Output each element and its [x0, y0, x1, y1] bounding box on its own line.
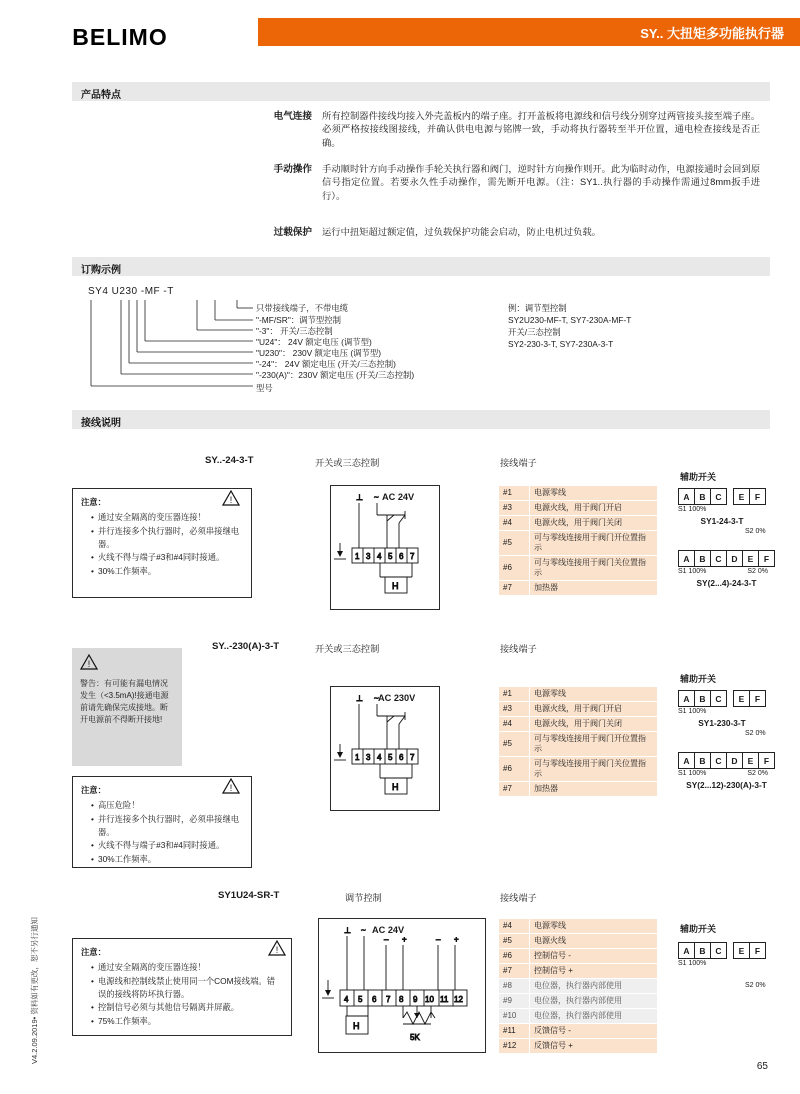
- svg-text:7: 7: [410, 552, 415, 561]
- svg-text:+: +: [402, 935, 407, 944]
- svg-text:!: !: [275, 945, 279, 955]
- block2-note-item-1: • 并行连接多个执行器时，必须串接继电器。: [91, 813, 243, 839]
- block3-note: [72, 938, 292, 1036]
- block3-term-num-1: #5: [499, 934, 530, 949]
- svg-text:4: 4: [344, 995, 349, 1004]
- svg-text:7: 7: [386, 995, 391, 1004]
- block1-aux-title: 辅助开关: [680, 472, 717, 482]
- block2-term-label-1: 电源火线，用于阀门开启: [530, 702, 658, 717]
- svg-text:H: H: [392, 782, 399, 792]
- block3-term-label-7: 反馈信号 -: [530, 1024, 658, 1039]
- aux-cell-b: B: [694, 690, 710, 707]
- aux-cell-a: A: [678, 752, 694, 769]
- svg-text:10: 10: [425, 995, 434, 1004]
- svg-text:3: 3: [366, 753, 371, 762]
- block1-note-title: 注意：: [81, 497, 106, 507]
- svg-text:11: 11: [440, 995, 449, 1004]
- aux-cell-e: E: [733, 942, 749, 959]
- ordering-item-6: "-230(A)"：230V 额定电压 (开关/三态控制): [256, 370, 415, 380]
- block2-terminal-table: [498, 686, 658, 797]
- header-title-code: SY..: [640, 26, 664, 41]
- block2-aux-1: [678, 752, 775, 790]
- block1-term-label-0: 电源零线: [530, 486, 658, 501]
- block2-note-item-0: • 高压危险！: [91, 799, 243, 812]
- svg-text:9: 9: [413, 995, 418, 1004]
- svg-text:–: –: [436, 935, 441, 944]
- svg-text:5: 5: [358, 995, 363, 1004]
- block1-terminal-title: 接线端子: [500, 458, 537, 468]
- block3-terminal-title: 接线端子: [500, 893, 537, 903]
- aux-cell-b: B: [694, 752, 710, 769]
- table-row: [499, 732, 658, 757]
- block3-term-num-2: #6: [499, 949, 530, 964]
- table-row: [499, 782, 658, 797]
- svg-text:5K: 5K: [410, 1033, 420, 1042]
- ordering-item-7: 型号: [256, 383, 273, 393]
- aux-cell-e: E: [733, 488, 749, 505]
- svg-text:~: ~: [374, 493, 379, 502]
- svg-text:⊥: ⊥: [356, 694, 363, 703]
- block1-term-num-3: #5: [499, 531, 530, 556]
- block1-aux-0-s2: S2 0%: [745, 528, 766, 535]
- block2-note-item-3: • 30%工作频率。: [91, 853, 243, 866]
- svg-text:~: ~: [361, 926, 366, 935]
- svg-text:~: ~: [374, 694, 379, 703]
- aux-cell-e: E: [742, 550, 758, 567]
- block1-term-label-1: 电源火线，用于阀门开启: [530, 501, 658, 516]
- block1-subtitle: 开关或三态控制: [315, 458, 380, 468]
- block1-term-num-4: #6: [499, 556, 530, 581]
- block3-wiring-sketch: [318, 918, 486, 1053]
- block3-title: SY1U24-SR-T: [218, 890, 280, 901]
- table-row: [499, 964, 658, 979]
- aux-cell-f: F: [758, 752, 775, 769]
- block1-note-item-0: • 通过安全隔离的变压器连接！: [91, 511, 243, 524]
- feature-text-2: 运行中扭矩超过额定值，过负载保护功能会启动，防止电机过负载。: [322, 227, 601, 237]
- ordering-item-3: "U24"： 24V 额定电压 (调节型): [256, 337, 372, 347]
- aux-cell-d: D: [726, 752, 742, 769]
- svg-text:–: –: [384, 935, 389, 944]
- block2-title: SY..-230(A)-3-T: [212, 641, 280, 652]
- block2-term-num-3: #5: [499, 732, 530, 757]
- block1-term-num-0: #1: [499, 486, 530, 501]
- svg-text:⊥: ⊥: [356, 493, 363, 502]
- block3-subtitle: 调节控制: [345, 893, 382, 903]
- aux-cell-a: A: [678, 690, 694, 707]
- block3-term-label-3: 控制信号 +: [530, 964, 658, 979]
- table-row: [499, 556, 658, 581]
- block1-term-num-2: #4: [499, 516, 530, 531]
- ordering-example-line-1: 开关/三态控制: [508, 327, 561, 337]
- table-row: [499, 486, 658, 501]
- section-header-ordering: [72, 257, 770, 276]
- aux-cell-b: B: [694, 942, 710, 959]
- block3-term-num-8: #12: [499, 1039, 530, 1054]
- block3-aux-0-s1: S1 100%: [678, 960, 707, 967]
- block3-aux-0: [678, 942, 766, 967]
- svg-text:!: !: [87, 659, 91, 669]
- block3-note-item-0: • 通过安全隔离的变压器连接！: [91, 961, 283, 974]
- block2-warning: [72, 648, 182, 766]
- table-row: [499, 702, 658, 717]
- block1-aux-1-s1: S1 100%: [678, 568, 707, 575]
- table-row: [499, 994, 658, 1009]
- page-number: 65: [756, 1061, 768, 1072]
- belimo-logo: [60, 20, 180, 54]
- block3-note-item-1: • 电源线和控制线禁止使用同一个COM接线端。错误的接线将防坏执行器。: [91, 975, 283, 1001]
- block2-term-num-4: #6: [499, 757, 530, 782]
- ordering-item-4: "U230"： 230V 额定电压 (调节型): [256, 348, 382, 358]
- block3-term-num-5: #9: [499, 994, 530, 1009]
- ordering-item-5: "-24"： 24V 额定电压 (开关/三态控制): [256, 359, 396, 369]
- block3-term-label-5: 电位器，执行器内部使用: [530, 994, 658, 1009]
- feature-text-1: 手动顺时针方向手动操作手轮关执行器和阀门，逆时针方向操作则开。此为临时动作，电源接通时会回到原信号指定位置。若要永久性手动操作，需先断开电源。（注：SY1..执行器的手动操作需通过8mm扳手进行）。: [322, 164, 760, 201]
- block3-term-label-6: 电位器，执行器内部使用: [530, 1009, 658, 1024]
- block2-aux-0-s2: S2 0%: [745, 730, 766, 737]
- block2-term-num-0: #1: [499, 687, 530, 702]
- block3-terminal-table: [498, 918, 658, 1054]
- block1-note-item-1: • 并行连接多个执行器时，必须串接继电器。: [91, 525, 243, 551]
- aux-cell-a: A: [678, 488, 694, 505]
- aux-cell-c: C: [710, 690, 727, 707]
- block3-term-label-1: 电源火线: [530, 934, 658, 949]
- feature-label-2: 过载保护: [273, 227, 312, 238]
- aux-cell-c: C: [710, 942, 727, 959]
- block2-note-title: 注意：: [81, 785, 106, 795]
- block2-term-num-2: #4: [499, 717, 530, 732]
- table-row: [499, 531, 658, 556]
- table-row: [499, 919, 658, 934]
- aux-cell-e: E: [742, 752, 758, 769]
- ordering-bracket: [85, 296, 260, 394]
- aux-cell-f: F: [749, 488, 766, 505]
- table-row: [499, 717, 658, 732]
- warning-triangle-icon-4: [268, 940, 286, 956]
- svg-text:!: !: [229, 495, 233, 505]
- block1-aux-0: [678, 488, 766, 526]
- block2-term-label-4: 可与零线连接用于阀门关位置指示: [530, 757, 658, 782]
- table-row: [499, 949, 658, 964]
- table-row: [499, 757, 658, 782]
- ordering-item-1: "-MF/SR"：调节型控制: [256, 315, 342, 325]
- block1-term-label-2: 电源火线，用于阀门关闭: [530, 516, 658, 531]
- aux-cell-b: B: [694, 488, 710, 505]
- block2-subtitle: 开关或三态控制: [315, 644, 380, 654]
- ordering-example-line-2: SY2-230-3-T, SY7-230A-3-T: [508, 339, 614, 349]
- section-title-ordering: 订购示例: [81, 265, 121, 276]
- svg-text:⊥: ⊥: [344, 926, 351, 935]
- svg-text:4: 4: [377, 552, 382, 561]
- warning-triangle-icon-1: [222, 490, 240, 506]
- block3-aux-title: 辅助开关: [680, 924, 717, 934]
- block1-term-label-4: 可与零线连接用于阀门关位置指示: [530, 556, 658, 581]
- aux-cell-c: C: [710, 550, 726, 567]
- svg-text:4: 4: [377, 753, 382, 762]
- ordering-code: SY4 U230 -MF -T: [88, 286, 174, 297]
- aux-cell-a: A: [678, 942, 694, 959]
- block2-note-item-2: • 火线不得与端子#3和#4同时接通。: [91, 839, 243, 852]
- block1-terminal-table: [498, 485, 658, 596]
- svg-text:+: +: [454, 935, 459, 944]
- warning-triangle-icon-3: [222, 778, 240, 794]
- block3-term-num-4: #8: [499, 979, 530, 994]
- table-row: [499, 1039, 658, 1054]
- block2-aux-1-name: SY(2...12)-230(A)-3-T: [686, 780, 767, 790]
- section-header-features: [72, 82, 770, 101]
- svg-text:6: 6: [372, 995, 377, 1004]
- section-title-wiring: 接线说明: [81, 418, 121, 429]
- table-row: [499, 501, 658, 516]
- svg-text:H: H: [353, 1021, 360, 1031]
- block3-term-label-0: 电源零线: [530, 919, 658, 934]
- ordering-example-title: 例：调节型控制: [508, 303, 567, 313]
- block2-aux-1-s2: S2 0%: [747, 770, 768, 777]
- block2-aux-0: [678, 690, 766, 728]
- block2-voltage-label: AC 230V: [378, 693, 416, 703]
- block2-term-label-5: 加热器: [530, 782, 658, 797]
- header-title-text: 大扭矩多功能执行器: [666, 26, 784, 41]
- block2-aux-title: 辅助开关: [680, 674, 717, 684]
- svg-text:12: 12: [454, 995, 463, 1004]
- svg-text:!: !: [229, 783, 233, 793]
- ordering-item-0: 只带接线端子，不带电缆: [256, 303, 349, 313]
- block1-aux-1: [678, 550, 775, 588]
- feature-label-1: 手动操作: [273, 164, 312, 175]
- aux-cell-b: B: [694, 550, 710, 567]
- block1-aux-1-s2: S2 0%: [747, 568, 768, 575]
- block3-term-num-0: #4: [499, 919, 530, 934]
- svg-text:6: 6: [399, 753, 404, 762]
- ordering-example-line-0: SY2U230-MF-T, SY7-230A-MF-T: [508, 315, 632, 325]
- block2-aux-0-s1: S1 100%: [678, 708, 707, 715]
- table-row: [499, 979, 658, 994]
- svg-text:7: 7: [410, 753, 415, 762]
- table-row: [499, 581, 658, 596]
- block3-note-item-2: • 控制信号必须与其他信号隔离并屏蔽。: [91, 1001, 283, 1014]
- aux-cell-c: C: [710, 752, 726, 769]
- block2-aux-0-name: SY1-230-3-T: [698, 718, 746, 728]
- table-row: [499, 516, 658, 531]
- svg-text:3: 3: [366, 552, 371, 561]
- aux-cell-e: E: [733, 690, 749, 707]
- aux-cell-c: C: [710, 488, 727, 505]
- block1-term-label-5: 加热器: [530, 581, 658, 596]
- block2-aux-1-s1: S1 100%: [678, 770, 707, 777]
- block1-aux-0-name: SY1-24-3-T: [700, 516, 744, 526]
- block2-terminal-title: 接线端子: [500, 644, 537, 654]
- svg-text:1: 1: [355, 552, 360, 561]
- block2-warning-text: 警告：有可能有漏电情况发生（<3.5mA)!接通电源前请先确保完成接地。断开电源前不得断开接地!: [80, 679, 169, 724]
- block3-term-label-4: 电位器，执行器内部使用: [530, 979, 658, 994]
- svg-text:1: 1: [355, 753, 360, 762]
- table-row: [499, 1009, 658, 1024]
- warning-triangle-icon-2: [80, 654, 174, 674]
- aux-cell-f: F: [749, 942, 766, 959]
- block2-term-label-2: 电源火线，用于阀门关闭: [530, 717, 658, 732]
- block1-term-num-5: #7: [499, 581, 530, 596]
- block3-term-num-3: #7: [499, 964, 530, 979]
- block2-term-label-0: 电源零线: [530, 687, 658, 702]
- block3-note-title: 注意：: [81, 947, 106, 957]
- svg-text:5: 5: [388, 753, 393, 762]
- block3-term-num-6: #10: [499, 1009, 530, 1024]
- block2-term-num-5: #7: [499, 782, 530, 797]
- block3-term-label-2: 控制信号 -: [530, 949, 658, 964]
- logo-text: BELIMO: [72, 23, 168, 50]
- footer-side-text: V4.2.09.2019• 资料如有更改，恕不另行通知: [30, 917, 39, 1064]
- block1-title: SY..-24-3-T: [205, 455, 254, 466]
- block3-note-item-3: • 75%工作频率。: [91, 1015, 283, 1028]
- aux-cell-d: D: [726, 550, 742, 567]
- block1-note-item-2: • 火线不得与端子#3和#4同时接通。: [91, 551, 243, 564]
- block1-aux-1-name: SY(2...4)-24-3-T: [696, 578, 757, 588]
- svg-text:8: 8: [399, 995, 404, 1004]
- block1-term-num-1: #3: [499, 501, 530, 516]
- block1-term-label-3: 可与零线连接用于阀门开位置指示: [530, 531, 658, 556]
- feature-text-0: 所有控制器件接线均接入外壳盖板内的端子座。打开盖板将电源线和信号线分别穿过两管接头接至端子座。必须严格按接线图接线，并确认供电电源与铭牌一致，手动将执行器转至半开位置，通电检查接线是否正确。: [322, 111, 760, 148]
- block3-term-num-7: #11: [499, 1024, 530, 1039]
- aux-cell-a: A: [678, 550, 694, 567]
- feature-label-0: 电气连接: [273, 111, 312, 122]
- block1-aux-0-s1: S1 100%: [678, 506, 707, 513]
- ordering-item-2: "-3"： 开关/三态控制: [256, 326, 333, 336]
- block2-term-num-1: #3: [499, 702, 530, 717]
- block1-note-item-3: • 30%工作频率。: [91, 565, 243, 578]
- header-bar: [258, 18, 800, 46]
- block3-voltage-label: AC 24V: [372, 925, 405, 935]
- svg-text:5: 5: [388, 552, 393, 561]
- block1-voltage-label: AC 24V: [382, 492, 415, 502]
- aux-cell-f: F: [758, 550, 775, 567]
- table-row: [499, 1024, 658, 1039]
- svg-text:6: 6: [399, 552, 404, 561]
- header-title: [640, 23, 784, 42]
- table-row: [499, 687, 658, 702]
- block1-wiring-sketch: [330, 485, 440, 610]
- block3-term-label-8: 反馈信号 +: [530, 1039, 658, 1054]
- table-row: [499, 934, 658, 949]
- section-header-wiring: [72, 410, 770, 429]
- block2-term-label-3: 可与零线连接用于阀门开位置指示: [530, 732, 658, 757]
- block2-wiring-sketch: [330, 686, 440, 811]
- svg-text:H: H: [392, 581, 399, 591]
- section-title-features: 产品特点: [81, 90, 121, 101]
- aux-cell-f: F: [749, 690, 766, 707]
- block3-aux-0-s2: S2 0%: [745, 982, 766, 989]
